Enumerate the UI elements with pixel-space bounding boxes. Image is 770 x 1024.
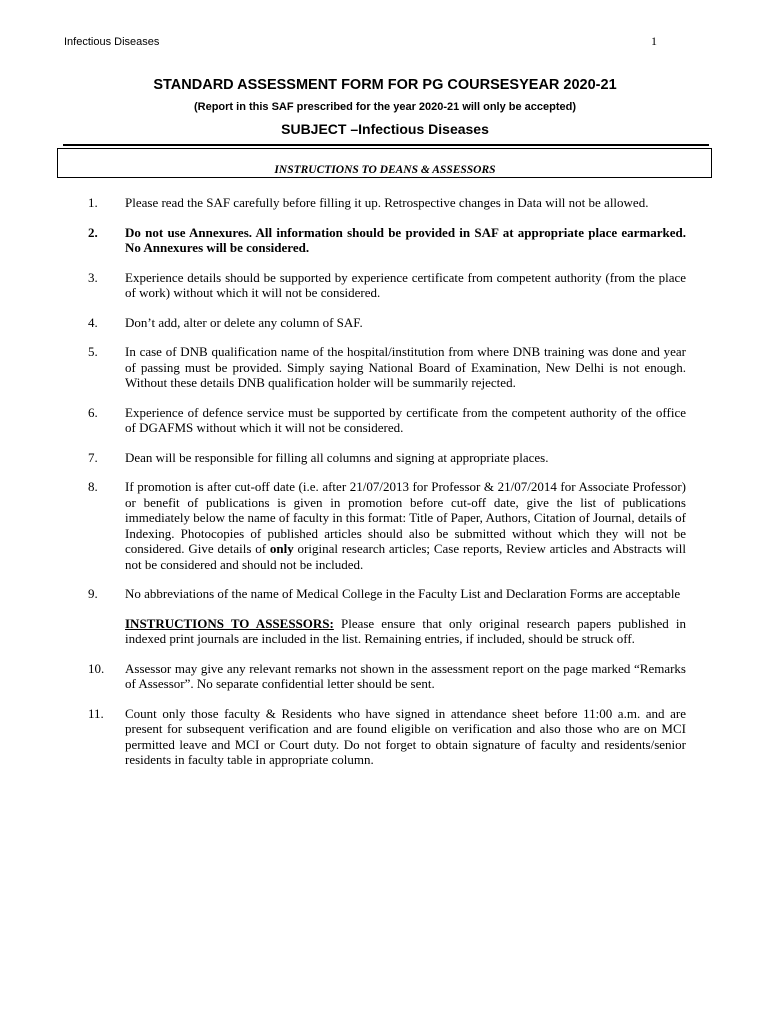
item-number: 4.	[88, 314, 98, 330]
item-text: Do not use Annexures. All information should be provided in SAF at appropriate place earmarked. No Annexures will be considered.	[125, 224, 686, 255]
assessor-instructions-text: Please ensure that only original research papers published in indexed print journals are included in the list. Remaining entries, if included, should be struck off.	[125, 615, 687, 646]
list-item	[88, 195, 686, 211]
item-text: Dean will be responsible for filling all columns and signing at appropriate places.	[125, 449, 549, 465]
list-item	[88, 344, 686, 391]
item-number: 1.	[88, 195, 98, 210]
assessor-instructions-label: INSTRUCTIONS TO ASSESSORS:	[125, 615, 334, 631]
heading-divider	[63, 144, 709, 146]
item-text: Please read the SAF carefully before filling it up. Retrospective changes in Data will not be allowed.	[125, 195, 649, 210]
list-item	[88, 586, 686, 602]
subject-heading: SUBJECT –Infectious Diseases	[281, 121, 489, 137]
item-text-emphasis: only	[269, 541, 294, 556]
list-item	[88, 661, 686, 692]
list-item	[88, 270, 686, 301]
running-header: Infectious Diseases	[64, 36, 160, 48]
instructions-heading: INSTRUCTIONS TO DEANS & ASSESSORS	[274, 164, 496, 176]
item-number: 8.	[88, 479, 98, 494]
item-text: Assessor may give any relevant remarks not shown in the assessment report on the page marked “Remarks of Assessor”. No separate confidential letter should be sent.	[125, 660, 686, 691]
list-item	[88, 225, 686, 256]
item-number: 2.	[88, 224, 98, 240]
item-number: 5.	[88, 344, 98, 359]
item-text: Experience of defence service must be supported by certificate from the competent authority of the office of DGAFMS without which it will not be considered.	[125, 404, 686, 435]
item-number: 9.	[88, 586, 98, 601]
list-item	[88, 450, 686, 466]
instructions-list	[88, 195, 686, 782]
list-item	[88, 315, 686, 331]
form-title: STANDARD ASSESSMENT FORM FOR PG COURSESYEAR 2020-21	[153, 77, 617, 93]
assessor-instructions	[125, 616, 686, 647]
item-text: In case of DNB qualification name of the hospital/institution from where DNB training was done and year of passing must be provided. Simply saying National Board of Examination, New Delhi is not enough. Without these details DNB qualification holder will be summarily rejected.	[125, 344, 686, 390]
item-number: 7.	[88, 449, 98, 465]
list-item	[88, 479, 686, 572]
item-text	[125, 479, 686, 572]
item-text: Count only those faculty & Residents who have signed in attendance sheet before 11:00 a.m. and are present for subsequent verification and are found eligible on verification and also those who are on MCI permitted leave and MCI or Court duty. Do not forget to obtain signature of faculty and residents/senior residents in faculty table in appropriate column.	[125, 705, 686, 767]
item-number: 10.	[88, 660, 105, 676]
page-number: 1	[651, 34, 657, 48]
form-subtitle: (Report in this SAF prescribed for the year 2020-21 will only be accepted)	[193, 101, 577, 113]
item-number: 6.	[88, 404, 98, 420]
list-item	[88, 706, 686, 768]
item-text: Don’t add, alter or delete any column of SAF.	[125, 314, 363, 330]
item-text: Experience details should be supported by experience certificate from competent authority (from the place of work) without which it will not be considered.	[125, 269, 686, 300]
list-item	[88, 405, 686, 436]
item-text-part: If promotion is after cut-off date (i.e. after 21/07/2013 for Professor & 21/07/2014 for Associate Professor) or benefit of publications is given in promotion before cut-off date, give the list of publications immediately below the name of faculty in this format: Title of Paper, Authors, Citation of Journal, details of Indexing. Photocopies of published articles should also be submitted without which they will not be considered. Give details of	[125, 479, 686, 556]
item-number: 3.	[88, 269, 98, 285]
item-number: 11.	[88, 705, 104, 721]
item-text-part: original research articles; Case reports, Review articles and Abstracts will not be considered and should not be included.	[125, 541, 687, 572]
item-text: No abbreviations of the name of Medical College in the Faculty List and Declaration Forms are acceptable	[125, 586, 681, 601]
